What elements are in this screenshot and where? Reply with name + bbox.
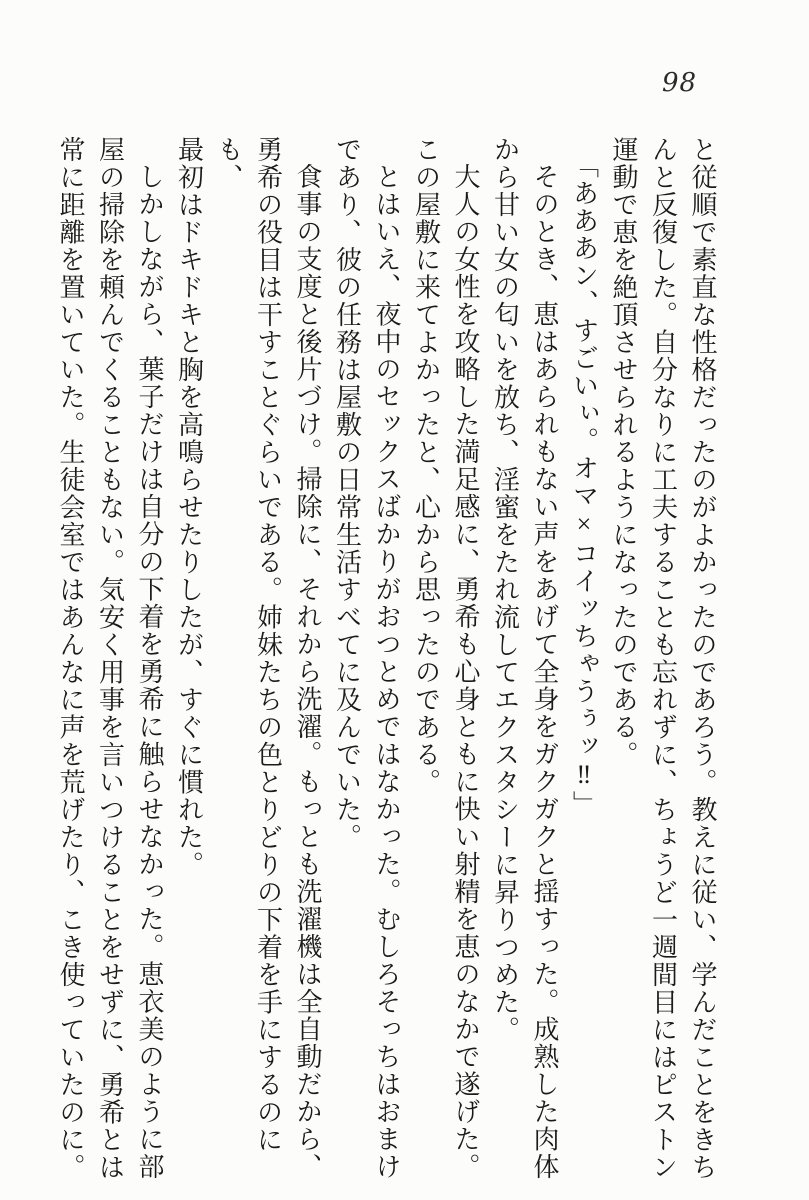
text-line: 勇希の役目は干すことぐらいである。姉妹たちの色とりどりの下着を手にするのにも、 [214, 136, 283, 1154]
page-number: 98 [662, 68, 698, 98]
text-line: この屋敷に来てよかったと、心から思ったのである。 [411, 136, 441, 796]
text-line: んと反復した。自分なりに工夫することも忘れずに、ちょうど一週間目にはピストン [648, 136, 678, 1181]
text-line: 食事の支度と後片づけ。掃除に、それから洗濯。もっとも洗濯機は全自動だから、 [293, 163, 322, 1181]
text-line: 屋の掃除を頼んでくることもない。気安く用事を言いつけることをせずに、勇希とは [95, 136, 125, 1181]
text-line: 「あああン、すごいぃ。オマ×コイッちゃうぅッ‼」 [569, 152, 599, 818]
text-line: とはいえ、夜中のセックスばかりがおつとめではなかった。むしろそっちはおまけ [372, 163, 401, 1181]
text-line: から甘い女の匂いを放ち、淫蜜をたれ流してエクスタシーに昇りつめた。 [490, 136, 520, 1044]
text-line: しかしながら、葉子だけは自分の下着を勇希に触らせなかった。恵衣美のように部 [135, 163, 164, 1181]
text-line: 運動で恵を絶頂させられるようになったのである。 [609, 136, 638, 769]
text-line: 大人の女性を攻略した満足感に、勇希も心身ともに快い射精を恵のなかで遂げた。 [451, 163, 480, 1181]
text-columns [51, 136, 723, 1194]
text-line: と従順で素直な性格だったのがよかったのであろう。教えに従い、学んだことをきち [688, 136, 717, 1181]
text-line: であり、彼の任務は屋敷の日常生活すべてに及んでいた。 [332, 136, 362, 851]
text-line: 最初はドキドキと胸を高鳴らせたりしたが、すぐに慣れた。 [174, 136, 204, 879]
text-line: 常に距離を置いていた。生徒会室ではあんなに声を荒げたり、こき使っていたのに。 [56, 136, 85, 1181]
text-line: そのとき、恵はあられもない声をあげて全身をガクガクと揺すった。成熟した肉体 [530, 163, 559, 1181]
